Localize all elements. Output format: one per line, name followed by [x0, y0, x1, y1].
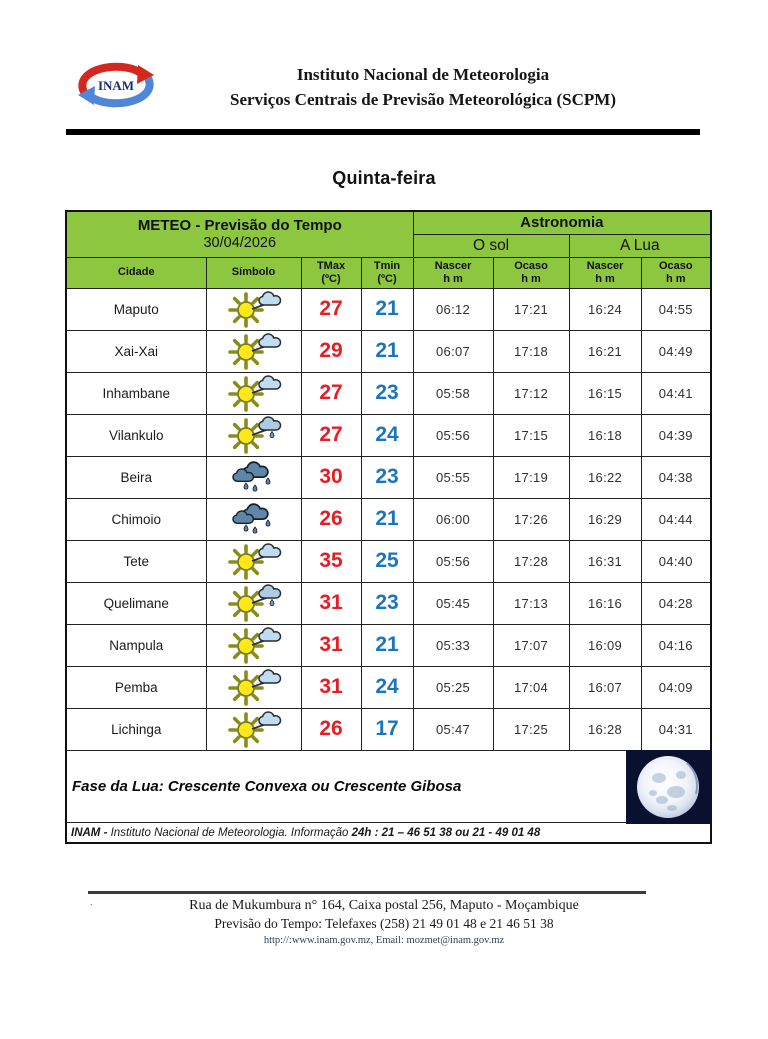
tmax-value: 31	[301, 666, 361, 708]
address-divider	[88, 891, 646, 894]
moonrise-time: 16:22	[569, 456, 641, 498]
table-row	[66, 414, 711, 456]
moonrise-time: 16:21	[569, 330, 641, 372]
col-header-cidade: Cidade	[66, 257, 206, 288]
table-row	[66, 708, 711, 750]
moonrise-time: 16:07	[569, 666, 641, 708]
moonrise-time: 16:09	[569, 624, 641, 666]
meteo-title: METEO - Previsão do Tempo	[137, 217, 342, 235]
inam-info-phone: 24h : 21 – 46 51 38 ou 21 - 49 01 48	[351, 826, 541, 839]
lua-nascer-unit: h m	[595, 272, 615, 285]
header-divider	[66, 129, 700, 135]
tmin-value: 23	[361, 456, 413, 498]
lua-nascer-label: Nascer	[586, 259, 624, 272]
moonset-time: 04:41	[641, 372, 711, 414]
rain-icon	[206, 498, 301, 540]
tmax-value: 35	[301, 540, 361, 582]
city-name: Inhambane	[66, 372, 206, 414]
address-line1: Rua de Mukumbura n° 164, Caixa postal 256, Maputo - Moçambique	[189, 897, 579, 913]
sol-ocaso-label: Ocaso	[514, 259, 548, 272]
city-name: Nampula	[66, 624, 206, 666]
sunset-time: 17:07	[493, 624, 569, 666]
logo-text: INAM	[97, 78, 135, 93]
sunrise-time: 05:55	[413, 456, 493, 498]
moonrise-time: 16:24	[569, 288, 641, 330]
tmin-value: 21	[361, 624, 413, 666]
col-header-tmax	[301, 257, 361, 288]
moon-header: A Lua	[569, 234, 711, 257]
moonset-time: 04:44	[641, 498, 711, 540]
tmax-value: 26	[301, 498, 361, 540]
sunrise-time: 05:45	[413, 582, 493, 624]
sunset-time: 17:12	[493, 372, 569, 414]
tmin-value: 24	[361, 666, 413, 708]
tmax-value: 27	[301, 372, 361, 414]
sol-ocaso-unit: h m	[521, 272, 541, 285]
tmin-value: 24	[361, 414, 413, 456]
sun-cloud-icon	[206, 372, 301, 414]
moonrise-time: 16:15	[569, 372, 641, 414]
table-row	[66, 666, 711, 708]
org-title-line2: Serviços Centrais de Previsão Meteorológica (SCPM)	[229, 89, 617, 109]
sun-cloud-icon	[206, 288, 301, 330]
inam-logo-icon	[68, 56, 168, 119]
city-name: Tete	[66, 540, 206, 582]
forecast-date: 30/04/2026	[203, 235, 277, 252]
org-title	[168, 63, 706, 112]
tmin-value: 23	[361, 582, 413, 624]
sunrise-time: 05:58	[413, 372, 493, 414]
sunrise-time: 05:47	[413, 708, 493, 750]
letterhead	[0, 0, 768, 119]
sunrise-time: 06:00	[413, 498, 493, 540]
sunset-time: 17:13	[493, 582, 569, 624]
address-line3: http://:www.inam.gov.mz, Email: mozmet@inam.gov.mz	[263, 934, 505, 946]
org-title-line1: Instituto Nacional de Meteorologia	[296, 64, 550, 84]
inam-info-prefix: INAM -	[71, 826, 108, 839]
lua-ocaso-label: Ocaso	[658, 259, 693, 272]
tmax-label: TMax	[316, 259, 346, 272]
tmax-value: 27	[301, 414, 361, 456]
moonset-time: 04:38	[641, 456, 711, 498]
astronomia-header: Astronomia	[413, 211, 711, 234]
inam-info-bar	[66, 822, 711, 843]
tmin-value: 21	[361, 288, 413, 330]
tmax-value: 31	[301, 624, 361, 666]
forecast-table	[65, 210, 712, 844]
tmin-value: 17	[361, 708, 413, 750]
city-name: Xai-Xai	[66, 330, 206, 372]
col-header-simbolo: Símbolo	[206, 257, 301, 288]
tmin-label: Tmin	[373, 259, 401, 272]
forecast-rows	[66, 288, 711, 750]
table-row	[66, 330, 711, 372]
moonset-time: 04:39	[641, 414, 711, 456]
moonset-time: 04:40	[641, 540, 711, 582]
moonset-time: 04:09	[641, 666, 711, 708]
stray-dot: .	[90, 897, 93, 908]
col-header-sol-nascer	[413, 257, 493, 288]
tmin-value: 21	[361, 498, 413, 540]
col-header-lua-ocaso	[641, 257, 711, 288]
sunrise-time: 06:12	[413, 288, 493, 330]
table-row	[66, 288, 711, 330]
tmax-value: 31	[301, 582, 361, 624]
table-row	[66, 624, 711, 666]
moonset-time: 04:16	[641, 624, 711, 666]
moonrise-time: 16:28	[569, 708, 641, 750]
sunrise-time: 05:56	[413, 540, 493, 582]
table-row	[66, 540, 711, 582]
tmax-value: 26	[301, 708, 361, 750]
city-name: Beira	[66, 456, 206, 498]
tmax-value: 30	[301, 456, 361, 498]
moonset-time: 04:31	[641, 708, 711, 750]
sunset-time: 17:04	[493, 666, 569, 708]
sunrise-time: 05:25	[413, 666, 493, 708]
city-name: Vilankulo	[66, 414, 206, 456]
sunset-time: 17:25	[493, 708, 569, 750]
tmin-value: 23	[361, 372, 413, 414]
tmax-unit: (ºC)	[321, 272, 341, 285]
moon-phase-text: Fase da Lua: Crescente Convexa ou Crescente Gibosa	[66, 750, 641, 822]
table-row	[66, 498, 711, 540]
moonrise-time: 16:18	[569, 414, 641, 456]
sun-rain-cloud-icon	[206, 414, 301, 456]
rain-icon	[206, 456, 301, 498]
table-row	[66, 582, 711, 624]
city-name: Quelimane	[66, 582, 206, 624]
sun-rain-cloud-icon	[206, 582, 301, 624]
day-title: Quinta-feira	[332, 168, 436, 188]
table-row	[66, 456, 711, 498]
table-row	[66, 372, 711, 414]
sunset-time: 17:15	[493, 414, 569, 456]
sunset-time: 17:28	[493, 540, 569, 582]
sunset-time: 17:26	[493, 498, 569, 540]
sunset-time: 17:18	[493, 330, 569, 372]
sunrise-time: 06:07	[413, 330, 493, 372]
col-header-tmin	[361, 257, 413, 288]
address-block	[0, 891, 768, 946]
moonrise-time: 16:29	[569, 498, 641, 540]
tmin-unit: (ºC)	[377, 272, 397, 285]
sunrise-time: 05:56	[413, 414, 493, 456]
col-header-lua-nascer	[569, 257, 641, 288]
moonrise-time: 16:16	[569, 582, 641, 624]
meteo-header-cell	[66, 211, 413, 257]
sun-header: O sol	[413, 234, 569, 257]
sun-cloud-icon	[206, 708, 301, 750]
moonset-time: 04:55	[641, 288, 711, 330]
tmax-value: 29	[301, 330, 361, 372]
sunrise-time: 05:33	[413, 624, 493, 666]
sun-cloud-icon	[206, 330, 301, 372]
tmin-value: 21	[361, 330, 413, 372]
sun-cloud-icon	[206, 540, 301, 582]
address-line2: Previsão do Tempo: Telefaxes (258) 21 49 01 48 e 21 46 51 38	[214, 915, 554, 931]
moonset-time: 04:28	[641, 582, 711, 624]
city-name: Maputo	[66, 288, 206, 330]
col-header-sol-ocaso	[493, 257, 569, 288]
full-moon-icon	[626, 750, 711, 824]
moonrise-time: 16:31	[569, 540, 641, 582]
moonset-time: 04:49	[641, 330, 711, 372]
sol-nascer-label: Nascer	[434, 259, 472, 272]
moon-image-cell	[641, 750, 711, 822]
sol-nascer-unit: h m	[443, 272, 463, 285]
tmax-value: 27	[301, 288, 361, 330]
sunset-time: 17:19	[493, 456, 569, 498]
sun-cloud-icon	[206, 666, 301, 708]
inam-info-text: Instituto Nacional de Meteorologia. Informação	[107, 826, 352, 839]
city-name: Pemba	[66, 666, 206, 708]
sunset-time: 17:21	[493, 288, 569, 330]
city-name: Lichinga	[66, 708, 206, 750]
lua-ocaso-unit: h m	[666, 272, 686, 285]
sun-cloud-icon	[206, 624, 301, 666]
tmin-value: 25	[361, 540, 413, 582]
city-name: Chimoio	[66, 498, 206, 540]
